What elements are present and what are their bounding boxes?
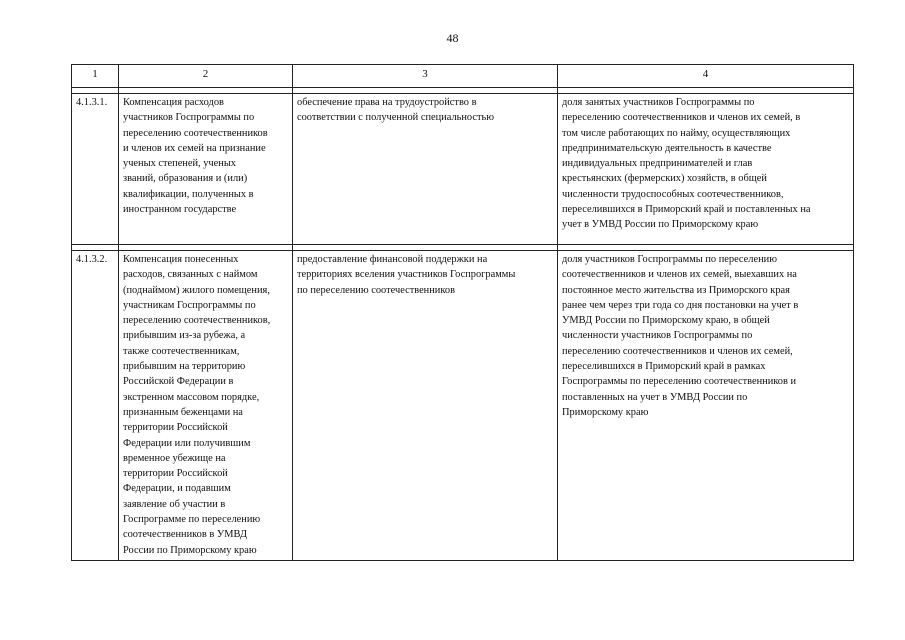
column-number-3: 3 — [293, 65, 558, 88]
program-measures-table — [71, 64, 854, 561]
column-number-1: 1 — [72, 65, 119, 88]
item-code: 4.1.3.1. — [72, 94, 119, 245]
measure-purpose: предоставление финансовой поддержки на территориях вселения участников Госпрограммы по переселению соотечественников — [293, 251, 558, 561]
column-number-row — [72, 65, 854, 88]
item-code: 4.1.3.2. — [72, 251, 119, 561]
table-row — [72, 251, 854, 561]
measure-indicator: доля занятых участников Госпрограммы по переселению соотечественников и членов их семей, в том числе работающих по найму, осуществляющих предпринимательскую деятельность в качестве индивидуальных предпринимателей и глав крестьянских (фермерских) хозяйств, в общей численности трудоспособных соотечественников, переселившихся в Приморский край и поставленных на учет в УМВД России по Приморскому краю — [558, 94, 854, 245]
column-number-2: 2 — [119, 65, 293, 88]
column-number-4: 4 — [558, 65, 854, 88]
page-number: 48 — [446, 31, 459, 45]
table-row — [72, 94, 854, 245]
measure-purpose: обеспечение права на трудоустройство в соответствии с полученной специальностью — [293, 94, 558, 245]
measure-description: Компенсация понесенных расходов, связанных с наймом (поднаймом) жилого помещения, участникам Госпрограммы по переселению соотечественников, прибывшим из-за рубежа, а также соотечественникам, прибывшим на территорию Российской Федерации в экстренном массовом порядке, признанным беженцами на территории Российской Федерации или получившим временное убежище на территории Российской Федерации, и подавшим заявление об участии в Госпрограмме по переселению соотечественников в УМВД России по Приморскому краю — [119, 251, 293, 561]
measure-indicator: доля участников Госпрограммы по переселению соотечественников и членов их семей, выехавших на постоянное место жительства из Приморского края ранее чем через три года со дня постановки на учет в УМВД России по Приморскому краю, в общей численности участников Госпрограммы по переселению соотечественников и членов их семей, переселившихся в Приморский край в рамках Госпрограммы по переселению соотечественников и поставленных на учет в УМВД России по Приморскому краю — [558, 251, 854, 561]
measure-description: Компенсация расходов участников Госпрограммы по переселению соотечественников и членов их семей на признание ученых степеней, ученых званий, образования и (или) квалификации, полученных в иностранном государстве — [119, 94, 293, 245]
